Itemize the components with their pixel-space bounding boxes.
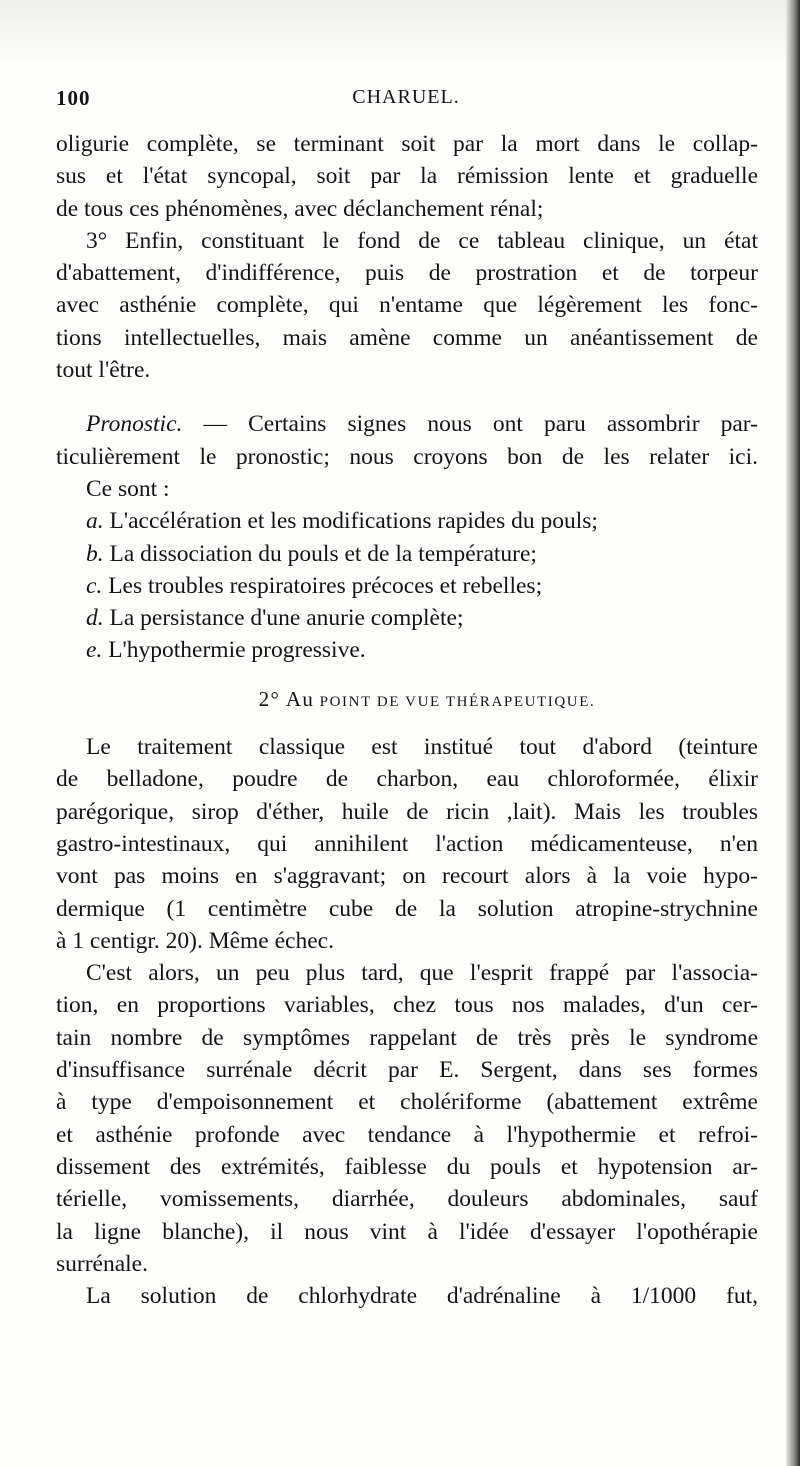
list-letter: c. <box>86 572 103 599</box>
page-number: 100 <box>56 86 91 110</box>
list-letter: d. <box>86 605 104 632</box>
text-line: dissement des extrémités, faiblesse du pouls et hypotension ar- <box>56 1153 758 1180</box>
page-header <box>56 86 756 116</box>
pronostic-line <box>56 408 758 440</box>
text-line: gastro-intestinaux, qui annihilent l'action médicamenteuse, n'en <box>56 830 758 857</box>
page-spine-edge <box>786 0 800 1466</box>
list-letter: b. <box>86 540 104 567</box>
list-item <box>56 505 758 537</box>
text-line: C'est alors, un peu plus tard, que l'esprit frappé par l'associa- <box>86 960 758 987</box>
list-item <box>56 634 758 666</box>
section-heading-smallcaps: POINT DE VUE THÉRAPEUTIQUE. <box>314 693 596 710</box>
text-line: Ce sont : <box>86 475 170 502</box>
list-text: La persistance d'une anurie complète; <box>103 605 464 632</box>
list-item <box>56 538 758 570</box>
text-line: parégorique, sirop d'éther, huile de ricin ,lait). Mais les troubles <box>56 798 758 825</box>
text-line: tain nombre de symptômes rappelant de très près le syndrome <box>56 1024 758 1051</box>
list-item <box>56 570 758 602</box>
section-heading <box>56 683 758 715</box>
text-line: La solution de chlorhydrate d'adrénaline à 1/1000 fut, <box>86 1283 758 1310</box>
text-line: tion, en proportions variables, chez tous nos malades, d'un cer- <box>56 992 758 1019</box>
list-text: L'hypothermie progressive. <box>102 637 366 664</box>
text-line: de tous ces phénomènes, avec déclanchement rénal; <box>56 195 544 222</box>
pronostic-label: Pronostic. <box>86 411 183 438</box>
text-line: à 1 centigr. 20). Même échec. <box>56 927 334 954</box>
text-line: surrénale. <box>56 1250 148 1277</box>
text-line: d'insuffisance surrénale décrit par E. Sergent, dans ses formes <box>56 1057 758 1084</box>
paragraph-gap <box>56 386 758 408</box>
list-text: La dissociation du pouls et de la température; <box>103 540 537 567</box>
text-line: avec asthénie complète, qui n'entame que légèrement les fonc- <box>56 292 758 319</box>
text-line: oligurie complète, se terminant soit par la mort dans le collap- <box>56 131 758 157</box>
list-letter: e. <box>86 637 103 664</box>
text-line: sus et l'état syncopal, soit par la rémission lente et graduelle <box>56 163 758 190</box>
section-gap <box>56 715 758 731</box>
section-gap <box>56 667 758 683</box>
text-line: ticulièrement le pronostic; nous croyons bon de les relater ici. <box>56 443 758 470</box>
list-text: L'accélération et les modifications rapides du pouls; <box>103 508 598 535</box>
text-line: Le traitement classique est institué tout d'abord (teinture <box>86 734 758 761</box>
page-shadow <box>0 0 800 70</box>
section-heading-initial: Au <box>280 686 315 711</box>
pronostic-text: — Certains signes nous ont paru assombrir par- <box>182 411 758 438</box>
text-line: vont pas moins en s'aggravant; on recourt alors à la voie hypo- <box>56 863 758 890</box>
text-line: dermique (1 centimètre cube de la solution atropine-strychnine <box>56 895 758 922</box>
list-text: Les troubles respiratoires précoces et rebelles; <box>102 572 543 599</box>
text-line: à type d'empoisonnement et cholériforme (abattement extrême <box>56 1089 758 1116</box>
text-line: tions intellectuelles, mais amène comme un anéantissement de <box>56 324 758 351</box>
section-number: 2° <box>258 686 281 711</box>
list-item <box>56 602 758 634</box>
text-line: d'abattement, d'indifférence, puis de prostration et de torpeur <box>56 260 758 287</box>
text-line: et asthénie profonde avec tendance à l'hypothermie et refroi- <box>56 1121 758 1148</box>
list-letter: a. <box>86 508 104 535</box>
text-line: tout l'être. <box>56 357 151 384</box>
text-line: la ligne blanche), il nous vint à l'idée d'essayer l'opothérapie <box>56 1218 758 1245</box>
text-line: 3° Enfin, constituant le fond de ce tableau clinique, un état <box>86 227 758 254</box>
text-line: de belladone, poudre de charbon, eau chloroformée, élixir <box>56 766 758 793</box>
running-head: CHARUEL. <box>352 86 460 108</box>
body-text <box>56 128 758 1312</box>
text-line: térielle, vomissements, diarrhée, douleurs abdominales, sauf <box>56 1186 758 1213</box>
